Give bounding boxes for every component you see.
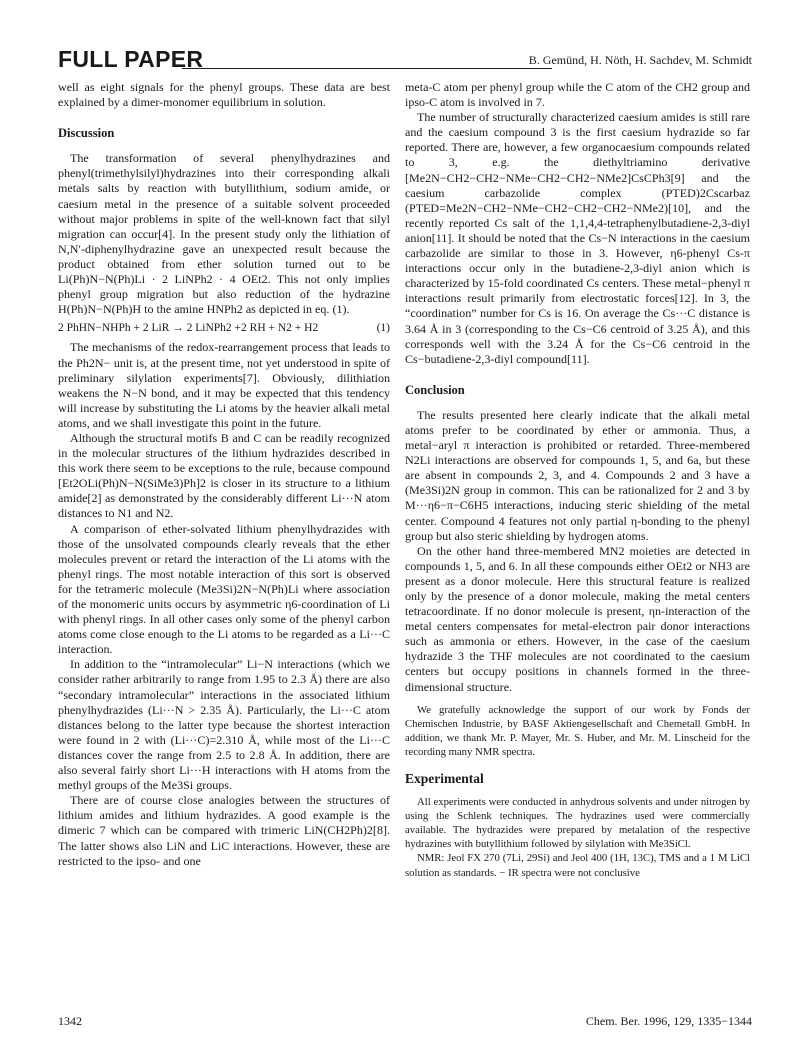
paragraph: In addition to the “intramolecular” Li−N interactions (which we consider rather arbitrarily to range from 1.95 to 2.3 Å) there are also “secondary intramolecular” interactions in the associated lithium phenylhydrazides (Li···N > 2.35 Å). Particularly, the Li···C atom distances belong to the latter type because the shortest interaction were found in 2 with (Li···C)=2.310 Å, while most of the Li···C distances cover the range from 2.5 to 2.8 Å. In addition, there are also several fairly short Li···H interactions with H atoms from the methyl groups of the Me3Si groups.: [58, 657, 390, 793]
paragraph: The results presented here clearly indicate that the alkali metal atoms prefer to be coordinated by ether or ammonia. Thus, a metal−aryl π interaction is prohibited or retarded. Three-membered N2Li interactions are observed for compounds 1, 5, and 6a, but these are absent in compounds 2, 3, and 4. Compounds 2 and 3 have a (Me3Si)2N group in common. This can be rationalized for 2 and 3 by M···η6−π−C6H5 interactions, inducing steric shielding of the metal center. Compound 4 features not only partial η-bonding to the phenyl group but also steric shielding by hydrogen atoms.: [405, 407, 750, 543]
experimental-heading: Experimental: [405, 771, 484, 787]
paragraph: Although the structural motifs B and C can be readily recognized in the molecular structures of the lithium hydrazides described in this work there seem to be exceptions to the rule, because compound [Et2OLi(Ph)N−N(SiMe3)Ph]2 is closer in its structure to a lithium amide[2] as demonstrated by the considerably different Li···N atom distances to N1 and N2.: [58, 430, 390, 521]
acknowledgement: [405, 703, 750, 760]
header-rule: [182, 68, 552, 69]
journal-citation: Chem. Ber. 1996, 129, 1335−1344: [585, 1014, 752, 1028]
paragraph: The transformation of several phenylhydrazines and phenyl(trimethylsilyl)hydrazines into their corresponding alkali metals salts by reaction with butyllithium, sodium amide, or caesium metal in the presence of a suitable solvent proceeded without major problems in spite of the well-known fact that silyl migration can occur[4]. In the present study only the lithiation of N,N′-diphenylhydrazine gave an unexpected result because the product obtained from ether solution turned out to be Li(Ph)N−N(Ph)Li · 2 LiNPh2 · 4 OEt2. This not only implies phenyl group migration but also reduction of the hydrazine H(Ph)N−N(Ph)H to the amine HNPh2 as depicted in eq. (1).: [58, 151, 390, 317]
equation-text: 2 PhHN−NHPh + 2 LiR → 2 LiNPh2 +2 RH + N2 + H2: [58, 322, 319, 335]
paragraph: On the other hand three-membered MN2 moieties are detected in compounds 1, 5, and 6. In all these compounds either OEt2 or NH3 are present as a donor molecule. Here this structural feature is realized only by the presence of a donor molecule, making the metal centers tetracoordinate. If no donor molecule is present, ηn-interaction of the metal centers compensates for metal-electron pair donor interactions such as ammonia or ethers. However, in the case of the caesium hydrazide 3 the THF molecules are not coordinated to the caesium centers but occupy positions in channels formed in the three-dimensional structure.: [405, 543, 750, 694]
paragraph: The number of structurally characterized caesium amides is still rare and the caesium compound 3 is the first caesium hydrazide so far reported. There are, however, a few organocaesium compounds related to 3, e.g. the diethyltriamino derivative [Me2N−CH2−CH2−NMe−CH2−CH2−NMe2]CsCPh3[9] and the caesium carbazolide complex (PTED)2Cscarbaz (PTED=Me2N−CH2−NMe−CH2−CH2−CH2−NMe2)[10], and the recently reported Cs salt of the 1,1,4,4-tetraphenylbutadiene-2,3-diyl anion[11]. It should be noted that the Cs−N interactions in the caesium carbazolide are similar to those in 3. However, η6-phenyl Cs-π interactions occur only in the butadiene-2,3-diyl anion which is characterized by 15-fold coordinated Cs centers. These metal−phenyl π interactions result primarily from electrostatic forces[12]. In 3, the “coordination” number for Cs is 16. On average the Cs···C distance is 3.64 Å in 3 (corresponding to the Cs−C6 centroid of 3.25 Å), and this corresponds well with the 3.24 Å for the Cs−C6 centroid in the Cs−butadiene-2,3-diyl compound[11].: [405, 110, 750, 366]
equation-number: (1): [376, 322, 390, 335]
intro-paragraph: well as eight signals for the phenyl groups. These data are best explained by a dimer-monomer equilibrium in solution.: [58, 80, 390, 110]
paragraph: All experiments were conducted in anhydrous solvents and under nitrogen by using the Schlenk techniques. The hydrazines used were commercially available. The hydrazides were prepared by metalation of the respective hydrazines with butyllithium followed by silylation with Me3SiCl.: [405, 795, 750, 851]
conclusion-heading: Conclusion: [405, 382, 465, 397]
section-label: FULL PAPER: [58, 46, 204, 72]
header-authors: B. Gemünd, H. Nöth, H. Sachdev, M. Schmidt: [528, 53, 752, 67]
paragraph: NMR: Jeol FX 270 (7Li, 29Si) and Jeol 400 (1H, 13C), TMS and a 1 M LiCl solution as standards. − IR spectra were not conclusive: [405, 852, 750, 879]
page-header: [58, 44, 752, 76]
paragraph: meta-C atom per phenyl group while the C atom of the CH2 group and ipso-C atom is involved in 7.: [405, 80, 750, 110]
equation-1: [58, 321, 390, 336]
paragraph: The mechanisms of the redox-rearrangement process that leads to the Ph2N− unit is, at the present time, not yet understood in spite of preliminary silylation experiments[7]. Obviously, dilithiation weakens the N−N bond, and it may be expected that this tendency will increase by substituting the Li atoms by the heavier alkali metal atoms, and we shall investigate this point in the future.: [58, 340, 390, 430]
experimental-section: [405, 795, 750, 880]
discussion-heading: Discussion: [58, 126, 115, 141]
left-column: [58, 80, 390, 869]
right-column: [405, 80, 750, 880]
acknowledgement-text: We gratefully acknowledge the support of our work by Fonds der Chemischen Industrie, by BASF Aktiengesellschaft and Chemetall GmbH. In addition, we thank Mr. P. Mayer, Mr. S. Huber, and Mr. M. Linscheid for the recording many NMR spectra.: [405, 703, 750, 759]
paragraph: A comparison of ether-solvated lithium phenylhydrazides with those of the unsolvated compounds clearly reveals that the ether molecules prevent or retard the interaction of the Li atoms with the phenyl rings. The most notable interaction of this sort is observed for the tetrameric molecule (Me3Si)2N−N(Ph)Li where association of the monomeric units occurs by asymmetric η6-coordination of Li with phenyl rings. In all other cases only some of the phenyl carbon atoms come close enough to the Li atoms to be regarded as a Li···C interaction.: [58, 521, 390, 657]
page-number: 1342: [58, 1014, 82, 1028]
paragraph: There are of course close analogies between the structures of lithium amides and lithium hydrazides. A good example is the dimeric 7 which can be compared with trimeric LiN(CH2Ph)2[8]. The latter shows also LiN and LiC interactions. However, these are restricted to the ipso- and one: [58, 793, 390, 868]
